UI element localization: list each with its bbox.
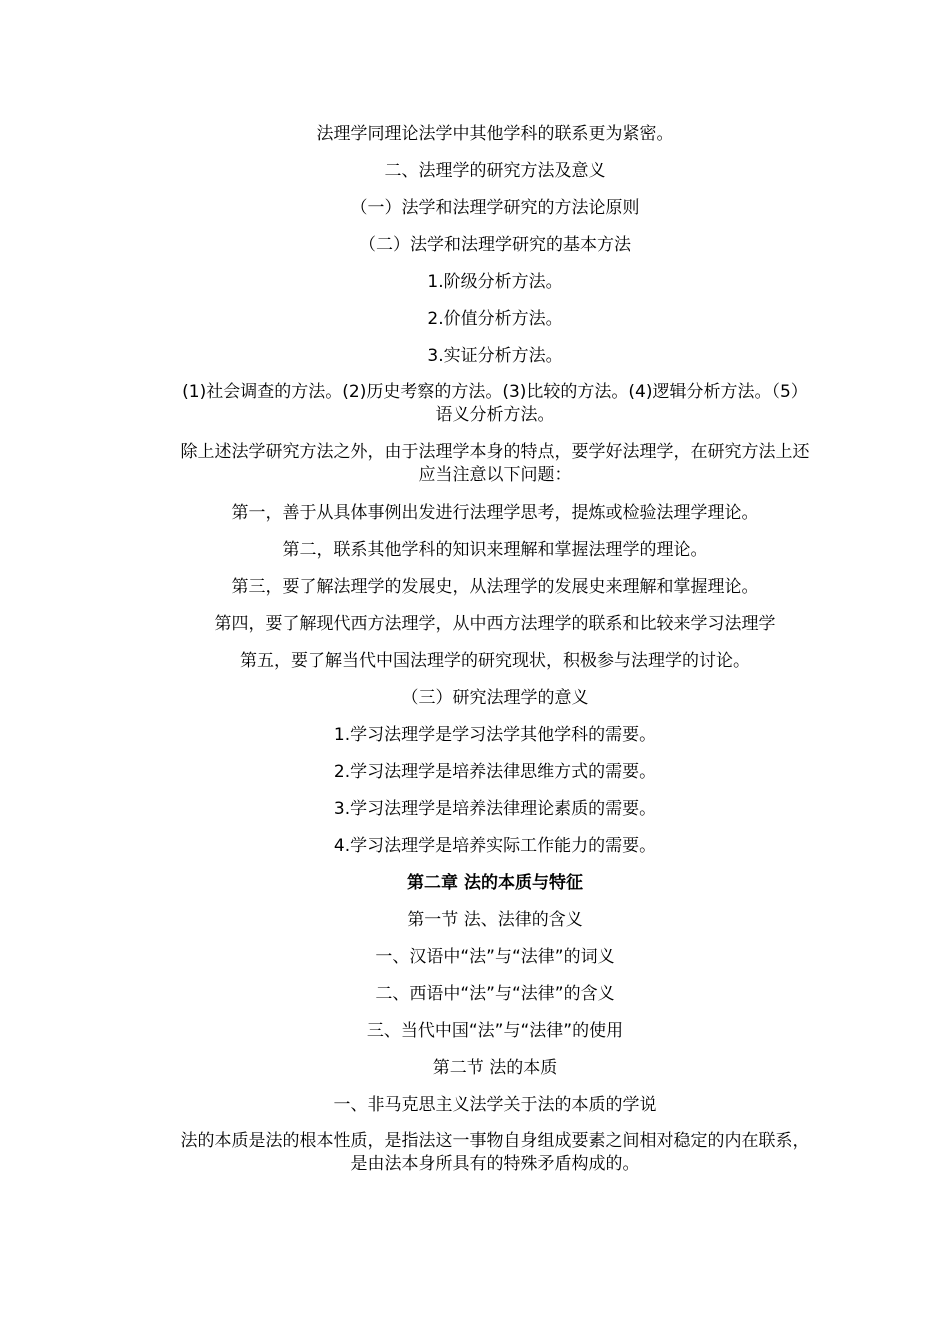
- list-item: 3.学习法理学是培养法律理论素质的需要。: [333, 799, 657, 819]
- text-line: 第一，善于从具体事例出发进行法理学思考，提炼或检验法理学理论。: [231, 503, 759, 523]
- section-title: 第二节 法的本质: [432, 1058, 558, 1078]
- list-item: 1.阶级分析方法。: [427, 272, 563, 292]
- text-line: 第四，要了解现代西方法理学，从中西方法理学的联系和比较来学习法理学: [214, 614, 776, 634]
- list-item: 4.学习法理学是培养实际工作能力的需要。: [333, 836, 657, 856]
- list-item: 2.学习法理学是培养法律思维方式的需要。: [333, 762, 657, 782]
- section-heading: 一、非马克思主义法学关于法的本质的学说: [333, 1095, 657, 1115]
- document-page: [180, 122, 810, 1190]
- chapter-title: 第二章 法的本质与特征: [407, 873, 583, 893]
- list-item: 2.价值分析方法。: [427, 309, 563, 329]
- section-heading: 三、当代中国“法”与“法律”的使用: [366, 1021, 624, 1041]
- paragraph: 法的本质是法的根本性质，是指法这一事物自身组成要素之间相对稳定的内在联系，是由法本身所具有的特殊矛盾构成的。: [180, 1131, 810, 1174]
- section-heading: 二、法理学的研究方法及意义: [384, 161, 606, 181]
- text-line: 第三，要了解法理学的发展史，从法理学的发展史来理解和掌握理论。: [231, 577, 759, 597]
- section-heading: 二、西语中“法”与“法律”的含义: [375, 984, 615, 1004]
- text-line: 第二，联系其他学科的知识来理解和掌握法理学的理论。: [282, 540, 708, 560]
- list-item: 3.实证分析方法。: [427, 346, 563, 366]
- text-line: 第五，要了解当代中国法理学的研究现状，积极参与法理学的讨论。: [240, 651, 750, 671]
- text-line: 法理学同理论法学中其他学科的联系更为紧密。: [316, 124, 674, 144]
- list-item: 1.学习法理学是学习法学其他学科的需要。: [333, 725, 657, 745]
- section-heading: 一、汉语中“法”与“法律”的词义: [375, 947, 615, 967]
- section-title: 第一节 法、法律的含义: [407, 910, 583, 930]
- subsection-heading: （二）法学和法理学研究的基本方法: [359, 235, 631, 255]
- subsection-heading: （三）研究法理学的意义: [401, 688, 589, 708]
- subsection-heading: （一）法学和法理学研究的方法论原则: [350, 198, 640, 218]
- paragraph: 除上述法学研究方法之外，由于法理学本身的特点，要学好法理学，在研究方法上还应当注意以下问题：: [180, 442, 810, 485]
- paragraph: (1)社会调查的方法。(2)历史考察的方法。(3)比较的方法。(4)逻辑分析方法。（5）语义分析方法。: [182, 382, 808, 425]
